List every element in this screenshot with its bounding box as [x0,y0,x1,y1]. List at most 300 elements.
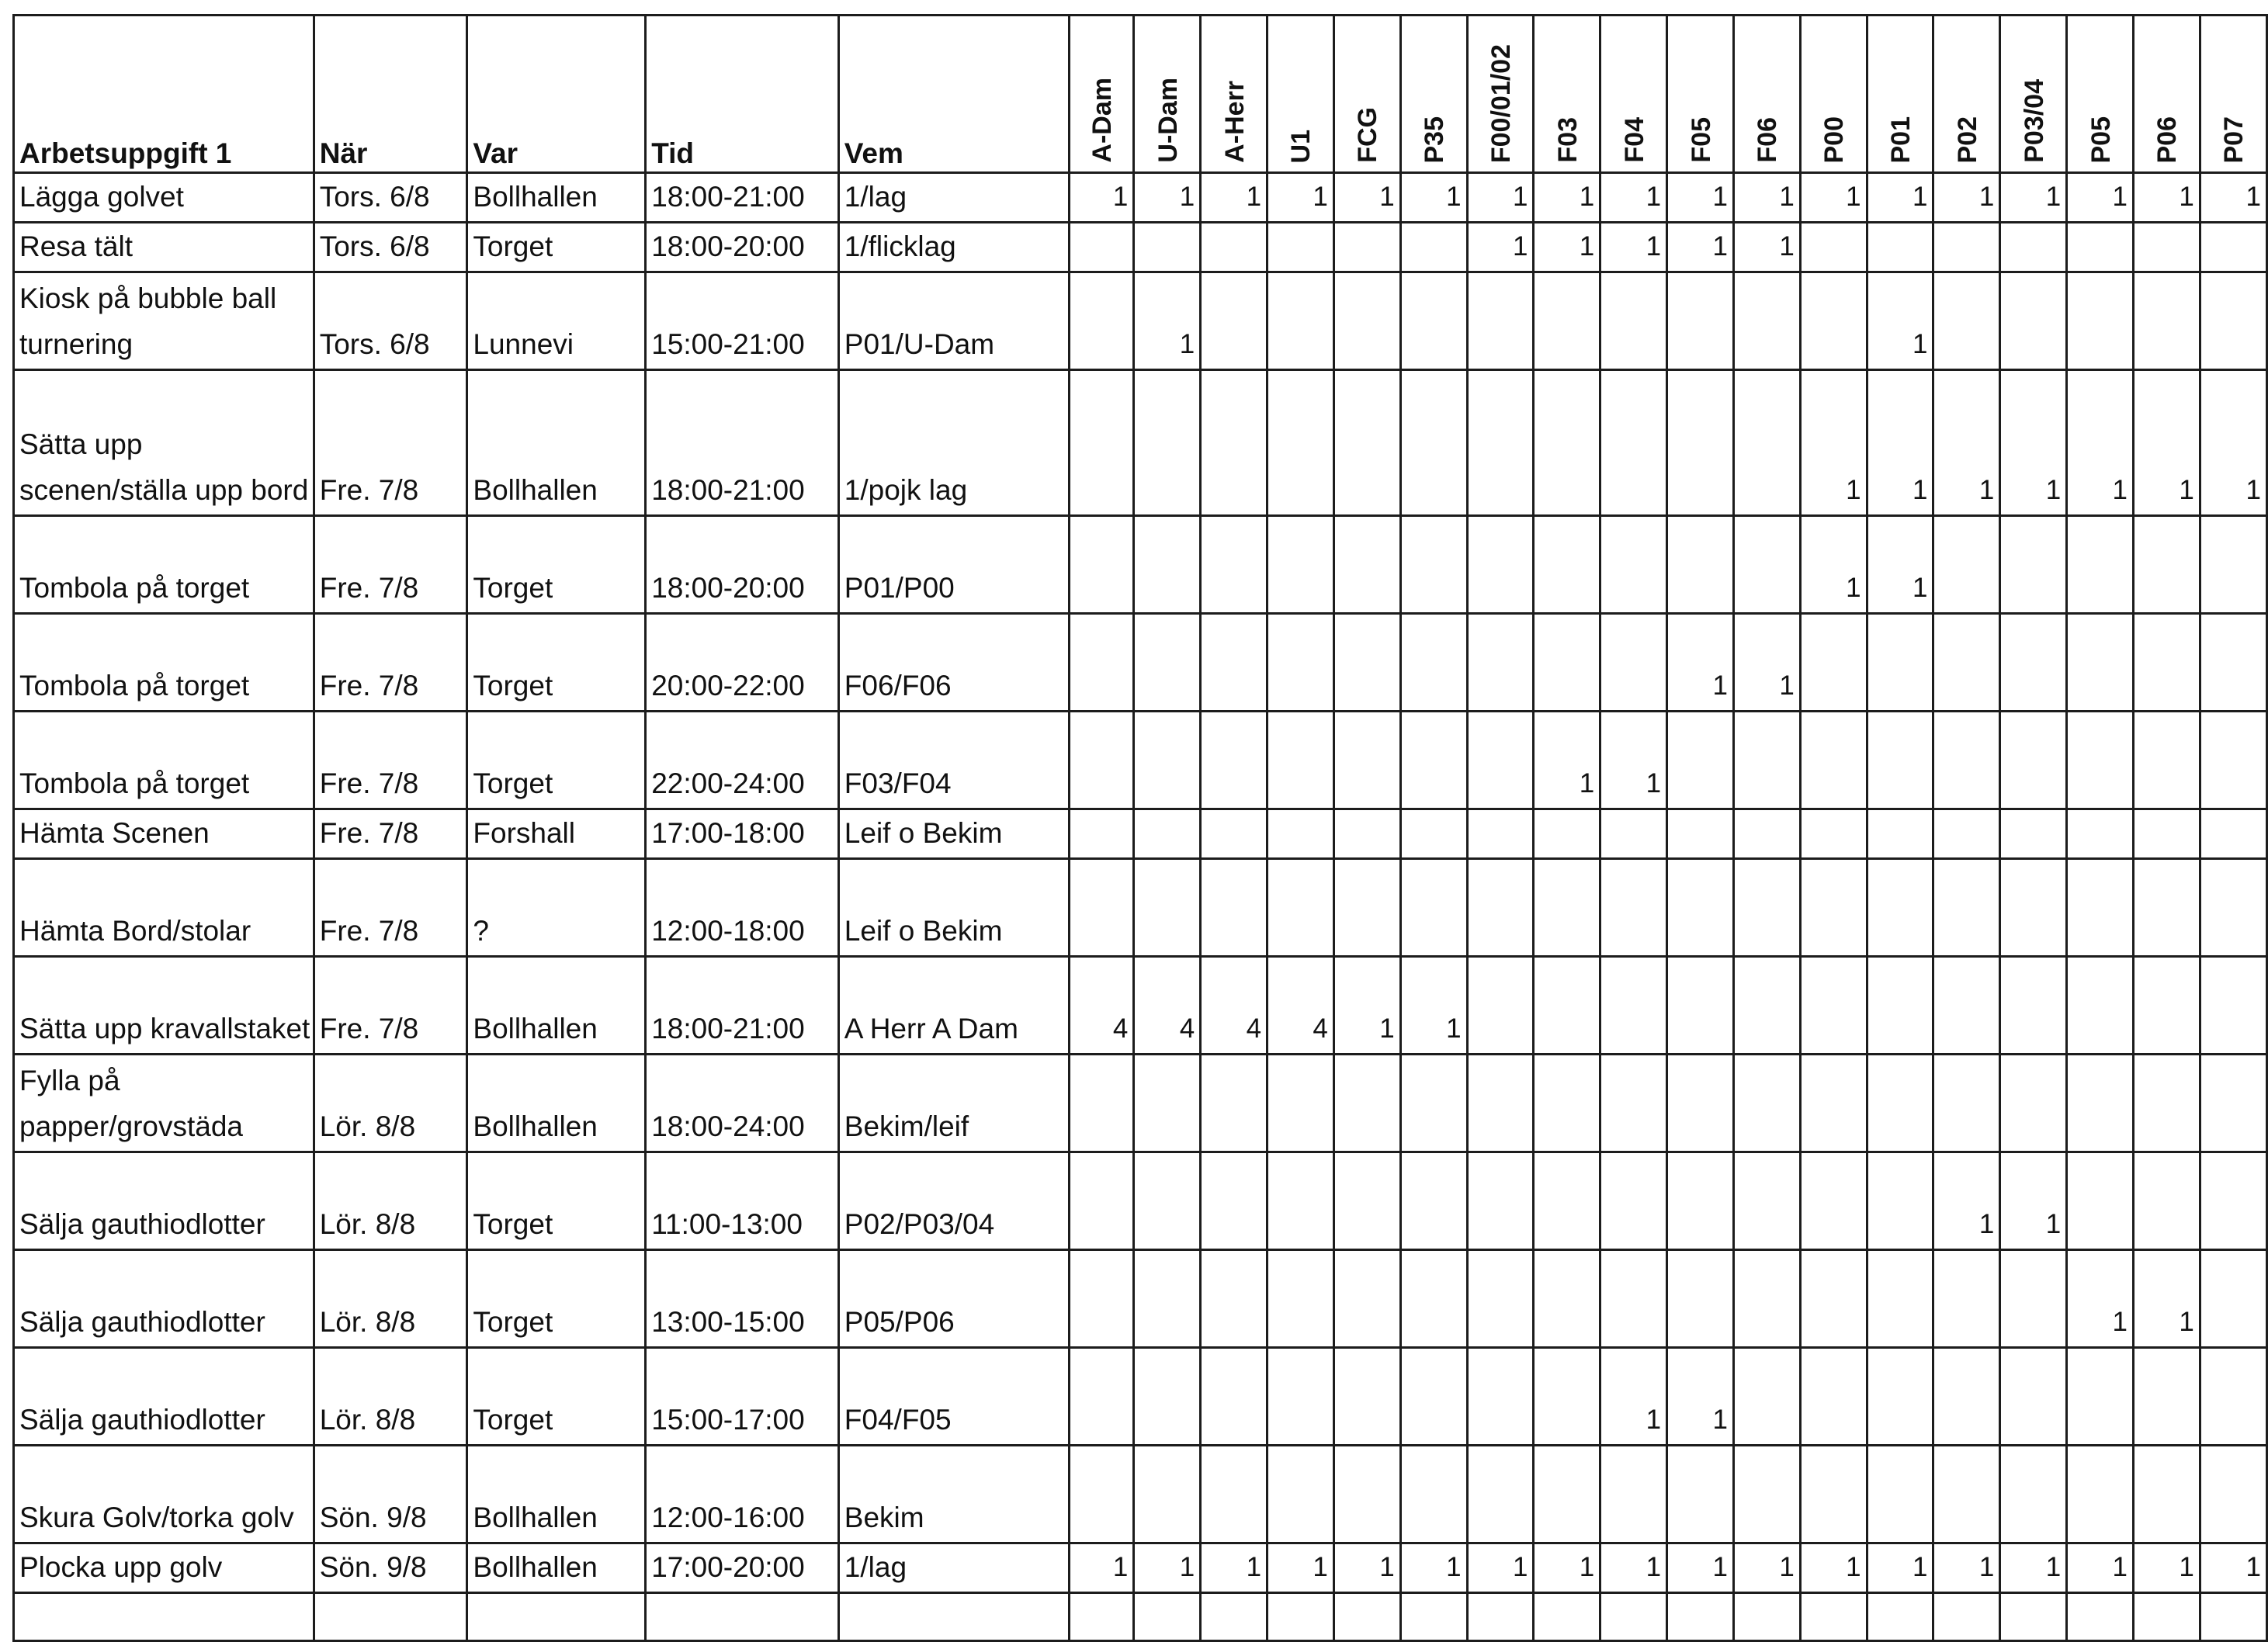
cell-count [1268,859,1334,957]
cell-count [1268,516,1334,614]
cell-count [1134,1055,1201,1152]
cell-where: Forshall [467,809,646,859]
cell-count [1733,712,1800,809]
cell-count [1733,1250,1800,1348]
cell-where: Bollhallen [467,1446,646,1543]
cell-count: 1 [1467,173,1534,223]
cell-count [1733,516,1800,614]
cell-count: 1 [1733,173,1800,223]
cell-count [1933,223,2000,272]
cell-count [1069,1152,1134,1250]
cell-count: 1 [1867,1543,1933,1593]
cell-when: Fre. 7/8 [314,516,467,614]
cell-who: A Herr A Dam [838,957,1069,1055]
cell-count [1134,516,1201,614]
cell-count: 1 [2200,1543,2266,1593]
cell-count [1867,1593,1933,1641]
team-label: U1 [1286,129,1316,163]
cell-count [1134,223,1201,272]
cell-count: 1 [2134,1543,2200,1593]
cell-count [1069,1348,1134,1446]
cell-count [1400,614,1467,712]
cell-who: 1/lag [838,1543,1069,1593]
cell-count [1867,712,1933,809]
cell-count: 1 [1667,1348,1734,1446]
team-label: P02 [1952,116,1982,163]
cell-where: ? [467,859,646,957]
cell-count [1467,614,1534,712]
cell-count [1400,859,1467,957]
cell-count [1867,809,1933,859]
cell-count [1933,1055,2000,1152]
cell-count [1534,1055,1600,1152]
header-team [1534,16,1600,173]
cell-where: Lunnevi [467,272,646,370]
cell-count: 1 [1933,370,2000,516]
cell-count: 4 [1268,957,1334,1055]
cell-count [2067,223,2134,272]
cell-count: 1 [1134,272,1201,370]
cell-count: 1 [1201,173,1268,223]
cell-who: 1/lag [838,173,1069,223]
cell-count [2200,809,2266,859]
cell-count: 1 [2000,370,2067,516]
cell-count [1867,1152,1933,1250]
cell-count [1800,1593,1867,1641]
table-row [14,712,2267,809]
cell-count [1069,516,1134,614]
table-row [14,1055,2267,1152]
cell-count [1268,809,1334,859]
cell-where: Torget [467,223,646,272]
cell-count: 1 [1800,516,1867,614]
cell-count [2200,223,2266,272]
cell-count [1268,1593,1334,1641]
cell-count: 1 [1667,223,1734,272]
cell-task: Fylla på papper/grovstäda [14,1055,314,1152]
cell-count: 1 [1800,173,1867,223]
cell-count [2067,1593,2134,1641]
cell-count [1733,1593,1800,1641]
cell-count [1867,1055,1933,1152]
cell-count: 1 [1467,223,1534,272]
cell-count: 1 [2067,370,2134,516]
cell-count [1400,809,1467,859]
cell-count [1867,957,1933,1055]
cell-count [1933,1348,2000,1446]
cell-count [1800,1055,1867,1152]
cell-count [2067,272,2134,370]
cell-time: 15:00-21:00 [646,272,839,370]
header-row [14,16,2267,173]
team-label: P00 [1819,116,1850,163]
cell-count [1667,712,1734,809]
cell-time: 18:00-24:00 [646,1055,839,1152]
cell-count [1201,1593,1268,1641]
cell-count [1600,516,1667,614]
cell-count [1733,809,1800,859]
cell-count [2067,1446,2134,1543]
cell-count [1333,614,1400,712]
cell-count [1201,272,1268,370]
cell-count [2200,272,2266,370]
cell-count: 1 [1069,1543,1134,1593]
cell-count [1467,1250,1534,1348]
cell-task: Hämta Scenen [14,809,314,859]
cell-count [1400,370,1467,516]
cell-count [1534,1152,1600,1250]
cell-count [1800,957,1867,1055]
cell-time: 12:00-18:00 [646,859,839,957]
cell-count [1800,1250,1867,1348]
cell-count: 1 [1400,957,1467,1055]
cell-count [1333,1152,1400,1250]
cell-count [1333,272,1400,370]
cell-when: Tors. 6/8 [314,223,467,272]
cell-when: Tors. 6/8 [314,272,467,370]
cell-count [1933,1593,2000,1641]
cell-count: 1 [1933,1543,2000,1593]
cell-count: 1 [1534,173,1600,223]
table-body [14,173,2267,1641]
team-label: P05 [2086,116,2116,163]
cell-count [1400,516,1467,614]
cell-task: Sälja gauthiodlotter [14,1250,314,1348]
cell-count [1733,272,1800,370]
cell-count [1800,223,1867,272]
header-team [2200,16,2266,173]
cell-count [1800,1446,1867,1543]
cell-task: Sätta upp kravallstaket [14,957,314,1055]
cell-time: 20:00-22:00 [646,614,839,712]
cell-count [1867,1446,1933,1543]
cell-count: 1 [1534,223,1600,272]
cell-count: 1 [2000,1543,2067,1593]
cell-who: 1/flicklag [838,223,1069,272]
team-label: A-Dam [1087,78,1117,163]
cell-count [1268,1055,1334,1152]
cell-count [1534,957,1600,1055]
cell-count: 1 [1667,173,1734,223]
table-row [14,516,2267,614]
cell-task: Sälja gauthiodlotter [14,1152,314,1250]
cell-when [314,1593,467,1641]
cell-count [2134,614,2200,712]
cell-count [1933,1446,2000,1543]
cell-count [1733,1348,1800,1446]
table-row [14,173,2267,223]
cell-count [1600,370,1667,516]
cell-count [1400,1152,1467,1250]
cell-count [1268,1348,1334,1446]
cell-count [1333,1348,1400,1446]
cell-count [1467,809,1534,859]
cell-task [14,1593,314,1641]
cell-who: F06/F06 [838,614,1069,712]
cell-count [1134,614,1201,712]
cell-count [2134,272,2200,370]
cell-count: 1 [1400,173,1467,223]
cell-count [2000,1446,2067,1543]
header-team [2134,16,2200,173]
cell-time: 12:00-16:00 [646,1446,839,1543]
cell-count [1400,1348,1467,1446]
cell-count: 1 [1933,173,2000,223]
cell-count [1268,370,1334,516]
cell-where: Torget [467,1152,646,1250]
cell-count [2134,1446,2200,1543]
cell-count [2200,859,2266,957]
team-label: F05 [1686,117,1716,163]
header-who: Vem [838,16,1069,173]
cell-count: 1 [1867,173,1933,223]
cell-count [1201,223,1268,272]
cell-count [1400,223,1467,272]
cell-count [2000,859,2067,957]
cell-count: 4 [1069,957,1134,1055]
cell-count: 1 [1800,1543,1867,1593]
cell-count [1733,1152,1800,1250]
cell-count [1201,712,1268,809]
cell-count: 1 [1467,1543,1534,1593]
cell-count [1201,370,1268,516]
header-team [2000,16,2067,173]
cell-count [1201,1152,1268,1250]
cell-count [2000,1055,2067,1152]
team-label: P03/04 [2019,79,2049,163]
cell-count [2200,1055,2266,1152]
cell-task: Hämta Bord/stolar [14,859,314,957]
cell-count [2000,223,2067,272]
cell-count [2134,223,2200,272]
header-team [1800,16,1867,173]
cell-count [1933,712,2000,809]
cell-count [1800,1348,1867,1446]
cell-time: 13:00-15:00 [646,1250,839,1348]
cell-count [2200,516,2266,614]
cell-count [1069,1446,1134,1543]
cell-count [1201,1055,1268,1152]
cell-count [2200,1250,2266,1348]
cell-when: Fre. 7/8 [314,957,467,1055]
cell-count: 1 [2134,173,2200,223]
cell-count: 1 [2067,1543,2134,1593]
cell-count [1667,859,1734,957]
cell-count [1800,272,1867,370]
cell-count [1268,1250,1334,1348]
cell-count [1667,1250,1734,1348]
table-row [14,1446,2267,1543]
cell-count [1467,1055,1534,1152]
cell-who: P01/U-Dam [838,272,1069,370]
cell-count [1467,370,1534,516]
cell-who: P05/P06 [838,1250,1069,1348]
cell-when: Sön. 9/8 [314,1543,467,1593]
cell-count [1600,1055,1667,1152]
cell-count [1733,957,1800,1055]
header-team [1268,16,1334,173]
cell-count [1268,614,1334,712]
header-team [1333,16,1400,173]
cell-count [1933,1250,2000,1348]
cell-when: Fre. 7/8 [314,859,467,957]
cell-count: 1 [1134,173,1201,223]
team-label: P06 [2152,116,2183,163]
cell-count: 1 [1333,173,1400,223]
cell-count [1667,516,1734,614]
cell-count [1867,614,1933,712]
cell-count [1534,1593,1600,1641]
cell-count [1333,223,1400,272]
cell-count [1201,1250,1268,1348]
cell-count [1933,614,2000,712]
cell-count [1201,809,1268,859]
cell-count [1600,272,1667,370]
cell-count [1600,809,1667,859]
cell-time: 17:00-20:00 [646,1543,839,1593]
cell-count: 1 [2000,173,2067,223]
cell-task: Tombola på torget [14,712,314,809]
cell-count: 1 [1134,1543,1201,1593]
cell-count [1333,712,1400,809]
cell-count [2067,614,2134,712]
table-row [14,272,2267,370]
cell-count: 1 [1534,1543,1600,1593]
cell-count [1400,1055,1467,1152]
cell-count [2067,859,2134,957]
header-team [2067,16,2134,173]
cell-who: F03/F04 [838,712,1069,809]
header-team [1400,16,1467,173]
team-label: F04 [1619,117,1649,163]
cell-count [1333,1446,1400,1543]
cell-count [1534,516,1600,614]
cell-who: Leif o Bekim [838,859,1069,957]
cell-who: Bekim/leif [838,1055,1069,1152]
cell-task: Skura Golv/torka golv [14,1446,314,1543]
cell-count [1467,516,1534,614]
cell-count [1134,809,1201,859]
team-label: FCG [1353,107,1383,163]
cell-count [2067,1055,2134,1152]
cell-count [1800,809,1867,859]
cell-when: Fre. 7/8 [314,712,467,809]
table-row [14,1593,2267,1641]
cell-when: Fre. 7/8 [314,614,467,712]
cell-where: Torget [467,712,646,809]
cell-count [1333,516,1400,614]
team-label: P35 [1420,116,1450,163]
cell-count [1600,1152,1667,1250]
cell-count [1134,1446,1201,1543]
cell-task: Lägga golvet [14,173,314,223]
cell-count [1400,1446,1467,1543]
cell-where: Torget [467,516,646,614]
cell-where: Bollhallen [467,1055,646,1152]
cell-count [1069,859,1134,957]
cell-who: 1/pojk lag [838,370,1069,516]
cell-count [2000,614,2067,712]
cell-time [646,1593,839,1641]
cell-count [1333,859,1400,957]
cell-count [1201,1446,1268,1543]
cell-task: Kiosk på bubble ball turnering [14,272,314,370]
team-label: U-Dam [1153,78,1183,163]
table-row [14,370,2267,516]
cell-count [2000,1250,2067,1348]
cell-where [467,1593,646,1641]
cell-count: 1 [1268,173,1334,223]
header-when: När [314,16,467,173]
table-row [14,614,2267,712]
cell-count [1534,614,1600,712]
cell-count [2067,809,2134,859]
cell-count: 1 [1201,1543,1268,1593]
header-task: Arbetsuppgift 1 [14,16,314,173]
cell-count: 1 [1069,173,1134,223]
team-label: A-Herr [1219,81,1250,163]
cell-count [1069,614,1134,712]
cell-count [1867,1348,1933,1446]
cell-count: 1 [2067,1250,2134,1348]
cell-count [2067,1152,2134,1250]
cell-count [2134,1593,2200,1641]
cell-count: 1 [1600,1348,1667,1446]
cell-when: Lör. 8/8 [314,1348,467,1446]
cell-count [1134,712,1201,809]
cell-count [2000,809,2067,859]
cell-count [1534,1250,1600,1348]
cell-count [1201,516,1268,614]
cell-count [2134,516,2200,614]
cell-task: Plocka upp golv [14,1543,314,1593]
cell-count [1733,370,1800,516]
header-team [1733,16,1800,173]
table-row [14,809,2267,859]
cell-count [1069,1055,1134,1152]
cell-who: F04/F05 [838,1348,1069,1446]
cell-time: 18:00-21:00 [646,957,839,1055]
cell-task: Tombola på torget [14,614,314,712]
cell-count [1268,1446,1334,1543]
team-label: P01 [1886,116,1916,163]
cell-count [1600,1250,1667,1348]
cell-count [1333,1055,1400,1152]
cell-count [1134,1250,1201,1348]
cell-count: 1 [1600,173,1667,223]
cell-count [1333,809,1400,859]
cell-count [1800,1152,1867,1250]
header-team [1134,16,1201,173]
cell-count: 1 [1800,370,1867,516]
cell-count [1733,1446,1800,1543]
cell-where: Torget [467,1348,646,1446]
cell-count: 1 [1268,1543,1334,1593]
cell-time: 22:00-24:00 [646,712,839,809]
team-label: F06 [1753,117,1783,163]
cell-count [1933,859,2000,957]
cell-time: 18:00-20:00 [646,223,839,272]
cell-count [1534,370,1600,516]
cell-count [2000,1348,2067,1446]
cell-count [1400,1250,1467,1348]
cell-count [2067,957,2134,1055]
cell-count [2200,957,2266,1055]
cell-count [1268,712,1334,809]
cell-where: Bollhallen [467,957,646,1055]
header-team [1467,16,1534,173]
table-row [14,859,2267,957]
